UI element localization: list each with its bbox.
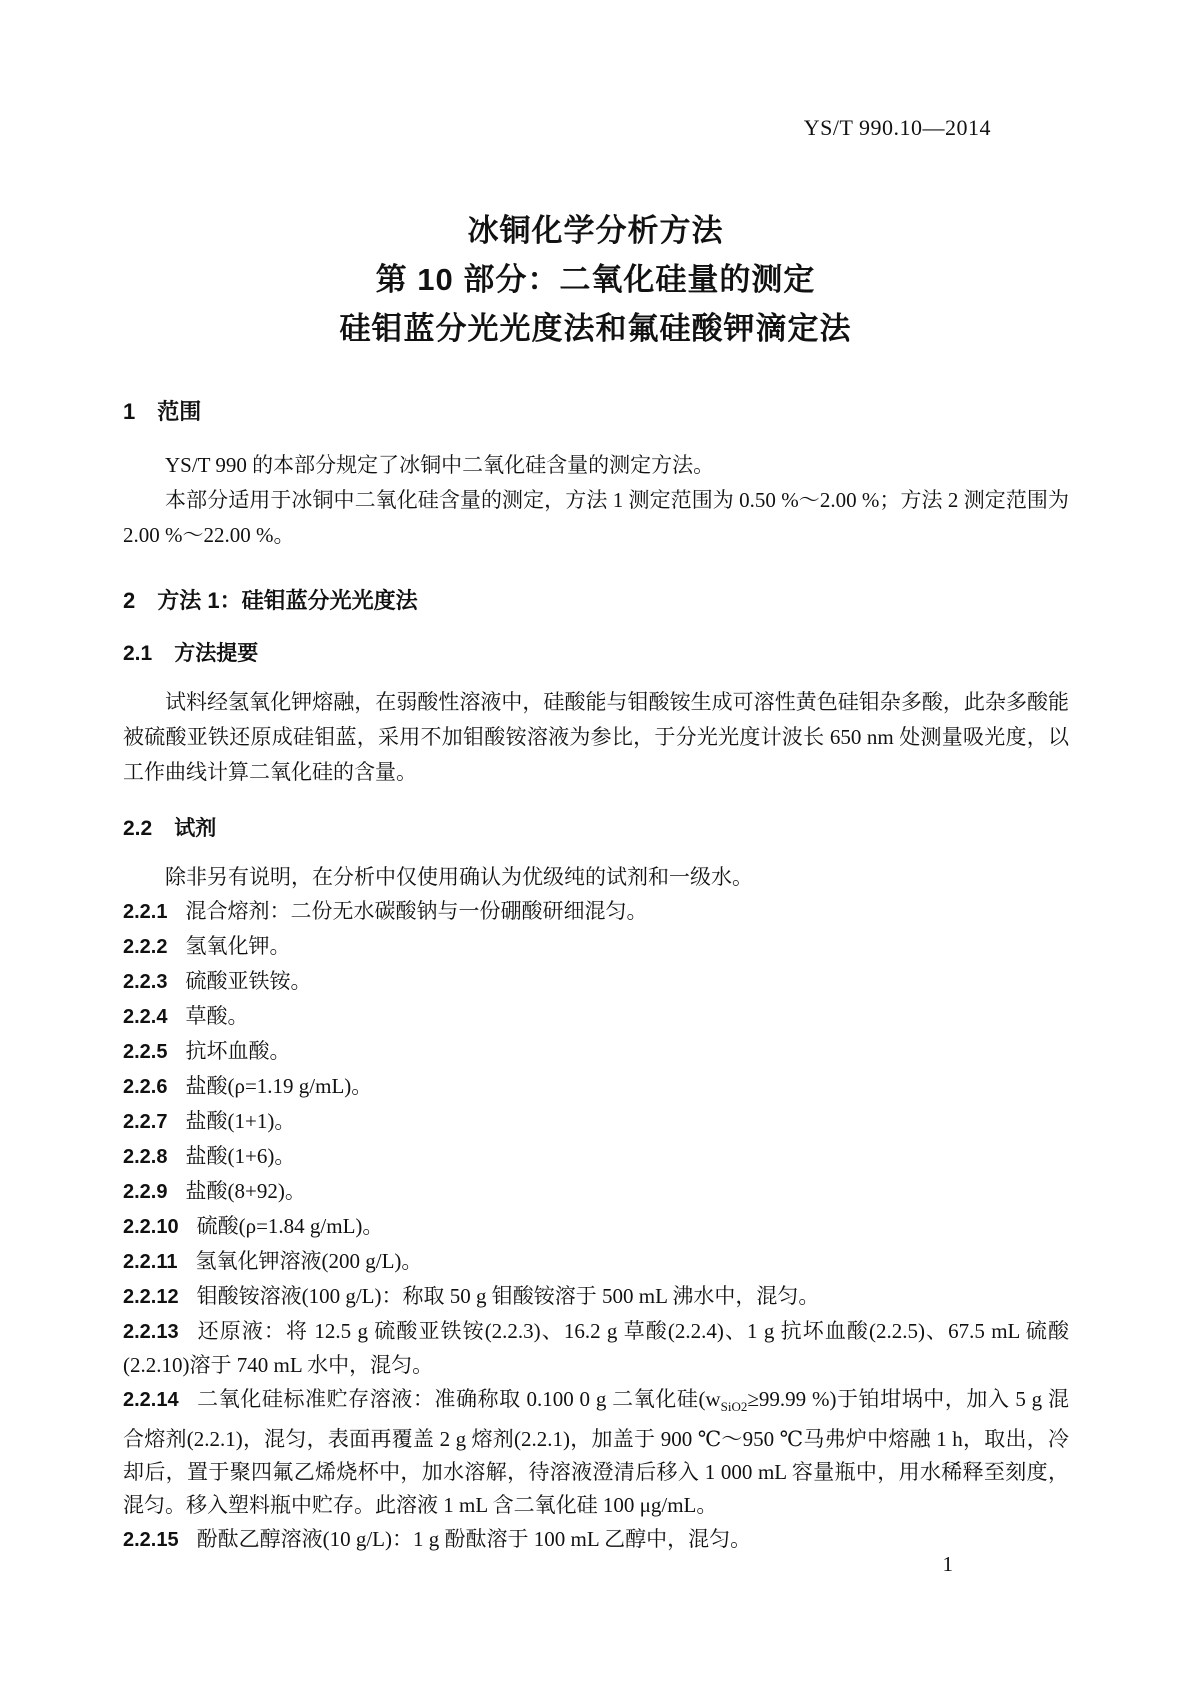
- clause-number: 2.2.8: [123, 1146, 168, 1168]
- clause-number: 2.2.7: [123, 1111, 168, 1133]
- section-1-heading: [123, 398, 1069, 426]
- clause-item-2-2-6: [123, 1070, 1069, 1104]
- clause-text: 硫酸亚铁铵。: [185, 969, 312, 993]
- paragraph-scope-2: 本部分适用于冰铜中二氧化硅含量的测定，方法 1 测定范围为 0.50 %～2.00 %；方法 2 测定范围为 2.00 %～22.00 %。: [123, 488, 1069, 547]
- subsection-2-1-heading: [123, 641, 1069, 667]
- clause-text: 氢氧化钾。: [185, 934, 291, 958]
- clause-item-2-2-11: [123, 1245, 1069, 1279]
- clause-item-2-2-2: [123, 930, 1069, 964]
- clause-text: 盐酸(8+92)。: [185, 1179, 306, 1203]
- clause-item-2-2-10: [123, 1210, 1069, 1244]
- clause-text-segment: ≥99.99 %)于铂坩埚中，加入 5 g 混合熔剂(2.2.1)，混匀，表面再覆盖 2 g 熔剂(2.2.1)，加盖于 900 ℃～950 ℃马弗炉中熔融 1 h，取出，冷却后，置于聚四氟乙烯烧杯中，加水溶解，待溶液澄清后移入 1 000 mL 容量瓶中，用水稀释至刻度，混匀。移入塑料瓶中贮存。此溶液 1 mL 含二氧化硅 100 μg/mL。: [123, 1387, 1069, 1518]
- subsection-2-2-heading: [123, 816, 1069, 842]
- clause-number: 2.2.14: [123, 1389, 179, 1411]
- section-number: 2: [123, 588, 136, 613]
- paragraph-method-summary: 试料经氢氧化钾熔融，在弱酸性溶液中，硅酸能与钼酸铵生成可溶性黄色硅钼杂多酸，此杂多酸能被硫酸亚铁还原成硅钼蓝，采用不加钼酸铵溶液为参比，于分光光度计波长 650 nm 处测量吸光度，以工作曲线计算二氧化硅的含量。: [123, 690, 1069, 784]
- clause-text: 抗坏血酸。: [185, 1039, 291, 1063]
- subsection-title: 方法提要: [174, 642, 259, 665]
- document-title: [0, 206, 1191, 353]
- clause-item-2-2-4: [123, 1000, 1069, 1034]
- clause-number: 2.2.13: [123, 1321, 179, 1343]
- clause-text: 钼酸铵溶液(100 g/L)：称取 50 g 钼酸铵溶于 500 mL 沸水中，混匀。: [196, 1284, 820, 1308]
- section-2-heading: [123, 587, 1069, 615]
- clause-number: 2.2.2: [123, 936, 168, 958]
- clause-text: 盐酸(ρ=1.19 g/mL)。: [185, 1074, 373, 1098]
- clause-item-2-2-13: [123, 1315, 1069, 1382]
- clause-item-2-2-3: [123, 965, 1069, 999]
- clause-number: 2.2.5: [123, 1041, 168, 1063]
- clause-item-2-2-5: [123, 1035, 1069, 1069]
- clause-number: 2.2.10: [123, 1216, 179, 1238]
- clause-item-2-2-7: [123, 1105, 1069, 1139]
- title-line-3: 硅钼蓝分光光度法和氟硅酸钾滴定法: [339, 311, 852, 346]
- clause-text: 氢氧化钾溶液(200 g/L)。: [195, 1249, 423, 1273]
- section-number: 1: [123, 399, 136, 424]
- clause-text: [123, 1387, 1069, 1517]
- standard-number: YS/T 990.10—2014: [803, 115, 991, 140]
- title-line-1: 冰铜化学分析方法: [467, 213, 724, 248]
- clause-text: 硫酸(ρ=1.84 g/mL)。: [196, 1214, 384, 1238]
- section-title: 方法 1：硅钼蓝分光光度法: [157, 588, 418, 613]
- clause-item-2-2-9: [123, 1175, 1069, 1209]
- clause-item-2-2-1: [123, 895, 1069, 929]
- subsection-number: 2.1: [123, 642, 153, 665]
- clause-item-2-2-14: [123, 1383, 1069, 1522]
- sio2-subscript: SiO2: [720, 1399, 748, 1415]
- page-number: 1: [942, 1552, 953, 1576]
- clause-number: 2.2.4: [123, 1006, 168, 1028]
- clause-item-2-2-15: [123, 1523, 1069, 1557]
- clause-text: 草酸。: [185, 1004, 249, 1028]
- clause-number: 2.2.11: [123, 1251, 178, 1273]
- clause-text-segment: 二氧化硅标准贮存溶液：准确称取 0.100 0 g 二氧化硅(w: [196, 1387, 721, 1411]
- clause-item-2-2-12: [123, 1280, 1069, 1314]
- clause-number: 2.2.1: [123, 901, 168, 923]
- clause-text: 还原液：将 12.5 g 硫酸亚铁铵(2.2.3)、16.2 g 草酸(2.2.4)、1 g 抗坏血酸(2.2.5)、67.5 mL 硫酸(2.2.10)溶于 740 mL 水中，混匀。: [123, 1319, 1069, 1377]
- clause-number: 2.2.6: [123, 1076, 168, 1098]
- title-line-2: 第 10 部分：二氧化硅量的测定: [375, 262, 816, 297]
- clause-number: 2.2.15: [123, 1529, 179, 1552]
- clause-item-2-2-8: [123, 1140, 1069, 1174]
- subsection-number: 2.2: [123, 817, 153, 840]
- clause-text: 盐酸(1+6)。: [185, 1144, 296, 1168]
- clause-text: 混合熔剂：二份无水碳酸钠与一份硼酸研细混匀。: [185, 899, 648, 923]
- paragraph-reagents-intro: 除非另有说明，在分析中仅使用确认为优级纯的试剂和一级水。: [165, 865, 753, 889]
- clause-text: 酚酞乙醇溶液(10 g/L)：1 g 酚酞溶于 100 mL 乙醇中，混匀。: [196, 1527, 752, 1552]
- clause-number: 2.2.9: [123, 1181, 168, 1203]
- document-body: [123, 398, 1069, 1558]
- clause-text: 盐酸(1+1)。: [185, 1109, 296, 1133]
- clause-number: 2.2.12: [123, 1286, 179, 1308]
- clause-number: 2.2.3: [123, 971, 168, 993]
- subsection-title: 试剂: [174, 817, 217, 840]
- section-title: 范围: [157, 399, 202, 424]
- paragraph-scope-1: YS/T 990 的本部分规定了冰铜中二氧化硅含量的测定方法。: [165, 453, 715, 477]
